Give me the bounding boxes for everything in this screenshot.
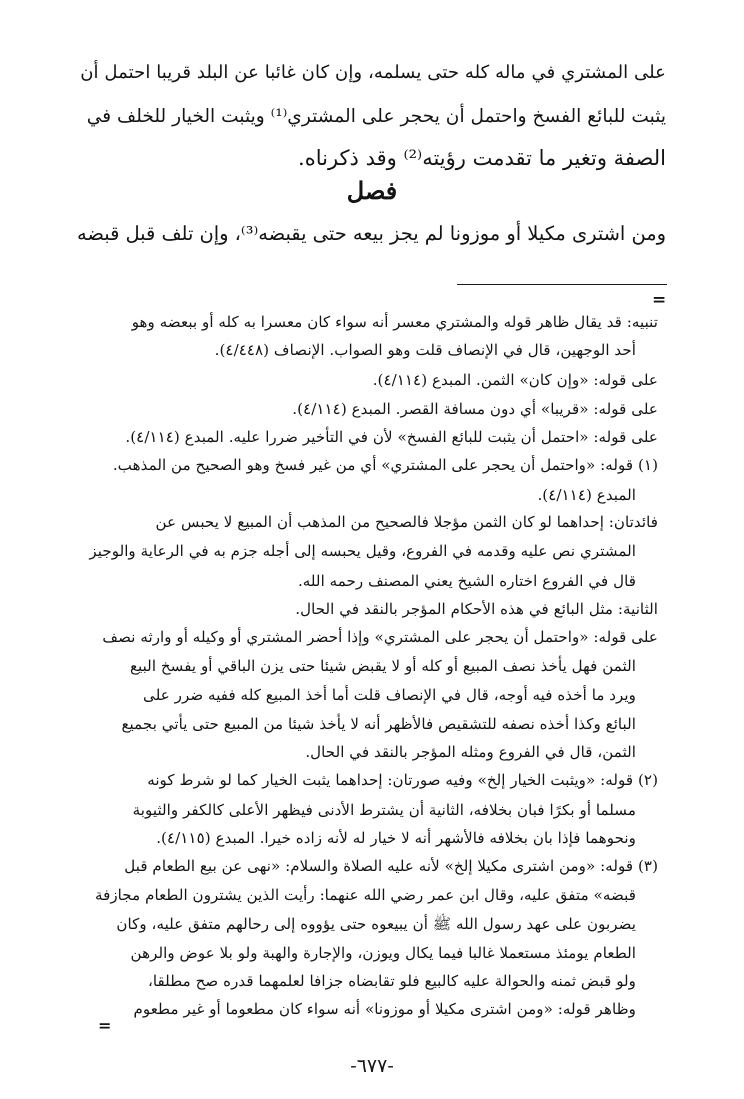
footnote-line: ولو قبض ثمنه والحوالة عليه كالبيع فلو تقابضاه جزافا لعلمهما قدره صح مطلقا، xyxy=(147,972,636,990)
continuation-mark: = xyxy=(98,1016,112,1035)
footnote-line: فائدتان: إحداهما لو كان الثمن مؤجلا فالصحيح من المذهب أن المبيع لا يحبس عن xyxy=(155,513,658,531)
footnote-line: مسلما أو بكرًا فبان بخلافه، الثانية أن يشترط الأدنى فيظهر الأعلى كالكفر والثيوبة xyxy=(132,801,636,819)
footnote-line: ونحوهما فإذا بان بخلافه فالأشهر أنه لا خيار له لأنه زاده خيرا. المبدع (٤/١١٥). xyxy=(156,829,636,847)
footnote-line: الثانية: مثل البائع في هذه الأحكام المؤجر بالنقد في الحال. xyxy=(295,600,658,618)
footnote-line: على قوله: «واحتمل أن يحجر على المشتري» وإذا أحضر المشتري أو وكيله أو وارثه نصف xyxy=(102,628,658,646)
footnote-line: الثمن فهل يأخذ نصف المبيع أو كله أو لا يقبض شيئا حتى يزن الباقي أو يفسخ البيع xyxy=(129,657,636,675)
footnote-line: على قوله: «قريبا» أي دون مسافة القصر. المبدع (٤/١١٤). xyxy=(292,400,658,418)
main-text-line: ومن اشترى مكيلا أو موزونا لم يجز بيعه حتى يقبضه⁽³⁾، وإن تلف قبل قبضه xyxy=(77,222,666,245)
footnote-1: (١) قوله: «واحتمل أن يحجر على المشتري» أي من غير فسخ وهو الصحيح من المذهب. xyxy=(112,456,658,474)
footnote-2: (٢) قوله: «ويثبت الخيار إلخ» وفيه صورتان: إحداهما يثبت الخيار كما لو شرط كونه xyxy=(147,771,658,789)
main-text-line: على المشتري في ماله كله حتى يسلمه، وإن كان غائبا عن البلد قريبا احتمل أن xyxy=(80,62,666,83)
footnote-separator xyxy=(457,284,667,285)
footnote-line: المبدع (٤/١١٤). xyxy=(537,486,636,504)
footnote-line: ويرد ما أخذه فيه أوجه، قال في الإنصاف قلت أما أخذ المبيع كله ففيه ضرر على xyxy=(143,686,636,704)
footnote-line: البائع وكذا أخذه نصفه للتشقيص فالأظهر أنه لا يأخذ شيئا من المبيع حتى يأتي بجميع xyxy=(121,715,636,733)
footnote-line: أحد الوجهين، قال في الإنصاف قلت وهو الصواب. الإنصاف (٤/٤٤٨). xyxy=(214,341,636,359)
footnote-line: تنبيه: قد يقال ظاهر قوله والمشتري معسر أنه سواء كان معسرا به كله أو ببعضه وهو xyxy=(131,313,658,331)
footnote-line: على قوله: «احتمل أن يثبت للبائع الفسخ» لأن في التأخير ضررا عليه. المبدع (٤/١١٤). xyxy=(125,428,658,446)
page-number: -٦٧٧- xyxy=(350,1055,394,1077)
footnote-line: قال في الفروع اختاره الشيخ يعني المصنف رحمه الله. xyxy=(297,572,636,590)
footnote-line: على قوله: «وإن كان» الثمن. المبدع (٤/١١٤). xyxy=(372,371,658,389)
section-heading: فصل xyxy=(346,176,398,205)
main-text-line: الصفة وتغير ما تقدمت رؤيته⁽²⁾ وقد ذكرناه. xyxy=(298,146,666,170)
footnote-line: يضربون على عهد رسول الله ﷺ أن يبيعوه حتى يؤووه إلى رحالهم متفق عليه، وكان xyxy=(116,915,636,933)
footnote-line: وظاهر قوله: «ومن اشترى مكيلا أو موزونا» أنه سواء كان مطعوما أو غير مطعوم xyxy=(133,1000,636,1018)
footnote-line: الطعام يومئذ مستعملا غالبا فيما يكال ويوزن، والإجارة والهبة ولو بلا عوض والرهن xyxy=(130,944,636,962)
continuation-mark: = xyxy=(652,290,667,310)
footnote-line: المشتري نص عليه وقدمه في الفروع، وقيل يحبسه إلى أجله جزم به في الرعاية والوجيز xyxy=(89,542,636,560)
footnote-line: قبضه» متفق عليه، وقال ابن عمر رضي الله عنهما: رأيت الذين يشترون الطعام مجازفة xyxy=(94,886,636,904)
main-text-line: يثبت للبائع الفسخ واحتمل أن يحجر على المشتري⁽¹⁾ ويثبت الخيار للخلف في xyxy=(86,106,666,127)
footnote-3: (٣) قوله: «ومن اشترى مكيلا إلخ» لأنه عليه الصلاة والسلام: «نهى عن بيع الطعام قبل xyxy=(124,857,658,875)
footnote-line: الثمن، قال في الفروع ومثله المؤجر بالنقد في الحال. xyxy=(305,743,636,761)
